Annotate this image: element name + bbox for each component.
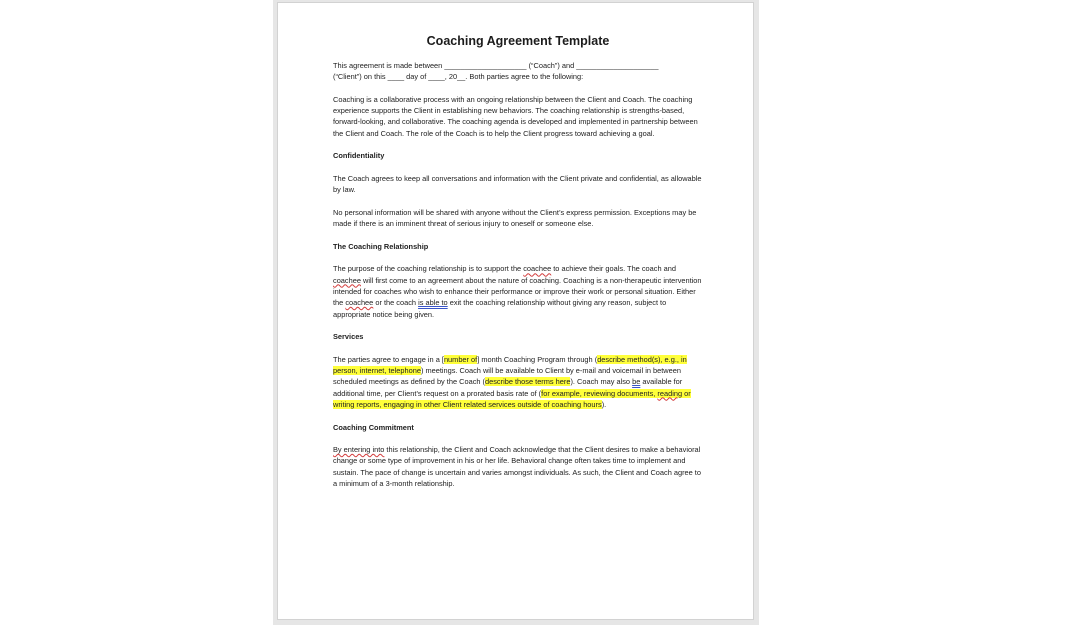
placeholder-for-example-a[interactable]: for example, reviewing documents,: [541, 388, 658, 398]
services-paragraph[interactable]: [333, 354, 703, 410]
relationship-text-3: will first come to an agreement about the nature of coaching. Coaching is a non-therapeutic intervention intended for coaches who wish to enhance their performance or improve their work or personal situation. Either the: [333, 275, 702, 308]
services-text-5: available for additional time, per Client’s request on a prorated basis rate of (: [333, 377, 683, 398]
overview-paragraph[interactable]: Coaching is a collaborative process with an ongoing relationship between the Client and Coach. The coaching experience supports the Client in establishing new behaviors. The coaching relationship is strengths-based, forward-looking, and collaborative. The coaching agenda is developed and implemented in partnership between the Client and Coach. The role of the Coach is to help the Client progress toward achieving a goal.: [333, 94, 698, 138]
placeholder-for-example-b[interactable]: or writing reports, engaging in other Client related services outside of coaching hours: [333, 388, 691, 409]
confidentiality-paragraph-1[interactable]: The Coach agrees to keep all conversations and information with the Client private and confidential, as allowable by law.: [333, 173, 702, 195]
commitment-heading: Coaching Commitment: [333, 422, 414, 432]
services-text-2: ] month Coaching Program through (: [477, 354, 598, 364]
relationship-heading: The Coaching Relationship: [333, 241, 429, 251]
spelling-flag-coachee-2[interactable]: coachee: [333, 275, 361, 285]
confidentiality-heading: Confidentiality: [333, 151, 385, 161]
intro-line-1: This agreement is made between ____________________ (“Coach”) and ____________________: [333, 61, 659, 70]
spelling-flag-entering-into[interactable]: By entering into: [333, 445, 385, 455]
relationship-text-1: The purpose of the coaching relationship is to support the: [333, 264, 524, 274]
relationship-paragraph[interactable]: [333, 263, 703, 319]
intro-paragraph[interactable]: [333, 60, 703, 83]
services-heading: Services: [333, 332, 364, 342]
commitment-text-1: this relationship, the Client and Coach acknowledge that the Client desires to make a behavioral change or some type of improvement in his or her life. Behavioral change often takes time to implement and sustain. The pace of change is uncertain and varies amongst individuals. As such, the Client and Coach agree to a minimum of a 3-month relationship.: [333, 445, 701, 488]
commitment-paragraph[interactable]: [333, 444, 703, 489]
spelling-flag-coachee-1[interactable]: coachee: [523, 264, 552, 274]
confidentiality-paragraph-2[interactable]: No personal information will be shared with anyone without the Client’s express permission. Exceptions may be made if there is an imminent threat of serious injury to oneself or someone else.: [333, 207, 697, 229]
services-text-4: ). Coach may also: [570, 377, 633, 387]
placeholder-describe-terms[interactable]: describe those terms here: [485, 377, 571, 387]
document-page[interactable]: [277, 2, 754, 620]
grammar-flag-be[interactable]: be: [632, 377, 641, 387]
document-body[interactable]: [333, 33, 703, 501]
services-text-3: ) meetings. Coach will be available to Client by e-mail and voicemail in between scheduled meetings as defined by the Coach (: [333, 366, 681, 387]
services-text-6: ).: [601, 399, 607, 409]
spelling-flag-reading[interactable]: reading: [657, 388, 683, 398]
services-text-1: The parties agree to engage in a [: [333, 354, 444, 364]
relationship-text-5: exit the coaching relationship without giving any reason, subject to appropriate notice being given.: [333, 298, 667, 319]
placeholder-describe-methods[interactable]: describe method(s), e.g., in person, internet, telephone: [333, 354, 687, 376]
intro-line-2: (“Client”) on this ____ day of ____, 20__. Both parties agree to the following:: [333, 72, 584, 82]
document-title: Coaching Agreement Template: [426, 34, 610, 48]
relationship-text-2: to achieve their goals. The coach and: [551, 264, 676, 274]
grammar-flag-is-able-to[interactable]: is able to: [418, 298, 448, 308]
relationship-text-4: or the coach: [373, 298, 419, 308]
spelling-flag-coachee-3[interactable]: coachee: [345, 298, 374, 308]
placeholder-number-of[interactable]: number of: [443, 354, 478, 364]
